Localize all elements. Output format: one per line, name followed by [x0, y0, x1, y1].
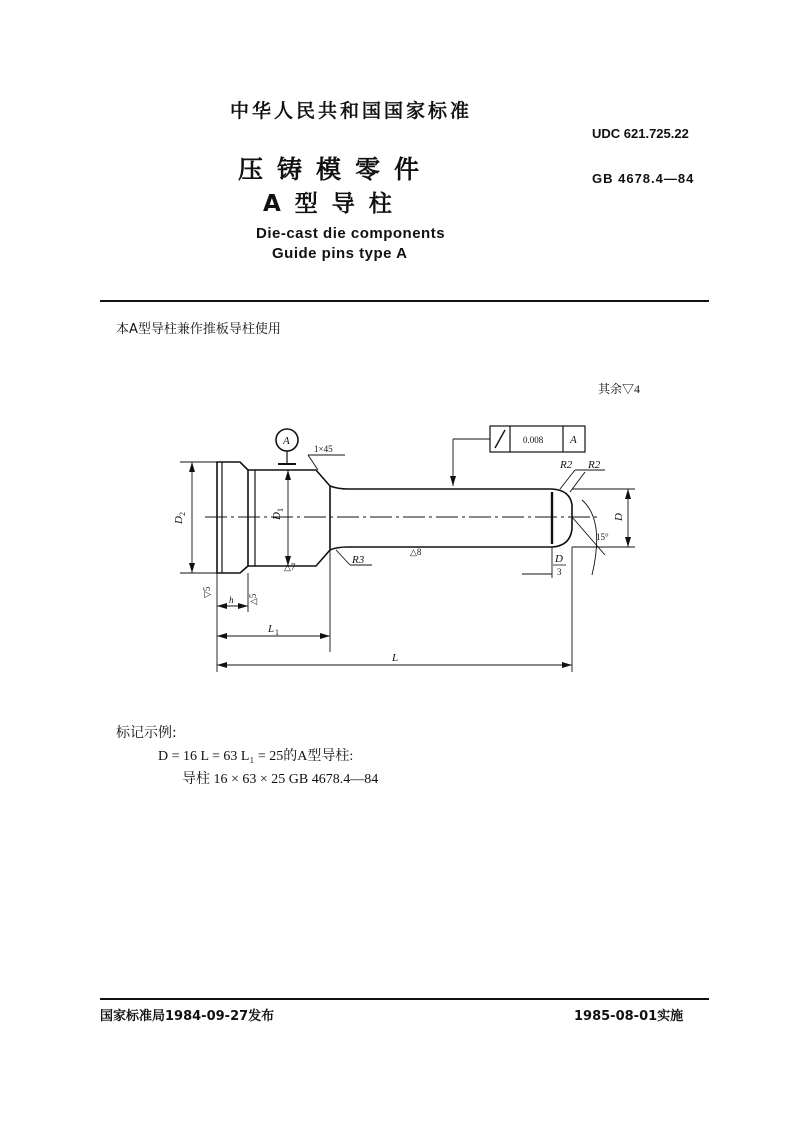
- title-cn-line2: A型导柱: [263, 191, 406, 217]
- pin-shoulder-outline: [248, 470, 330, 566]
- dim-D1-sub: 1: [276, 508, 285, 512]
- example-line1: D = 16 L = 63 L₁ = 25的A型导柱:: [158, 749, 354, 764]
- pin-shaft-outline: [330, 486, 572, 550]
- effective-date: 1985-08-01实施: [574, 1009, 684, 1024]
- dim-L-label: L: [392, 652, 399, 664]
- title-cn-line1: 压铸模零件: [238, 155, 434, 184]
- radius-bottom: R3: [352, 554, 365, 566]
- finish-5b: △5: [248, 593, 258, 605]
- udc-code: UDC 621.725.22: [592, 126, 689, 141]
- dim-L1-label: L: [268, 623, 275, 635]
- example-title: 标记示例:: [116, 725, 177, 741]
- footer-rule: [100, 998, 709, 1000]
- finish-8: △8: [410, 547, 422, 557]
- dim-D-fraction-den: 3: [557, 567, 562, 577]
- gb-code: GB 4678.4—84: [592, 171, 695, 186]
- dim-D2-sub: 2: [178, 512, 187, 516]
- title-en-line2: Guide pins type A: [272, 245, 408, 262]
- datum-label: A: [283, 435, 290, 447]
- radius-top-1: R2: [560, 459, 573, 471]
- angle-label: 15°: [596, 532, 609, 542]
- issue-date: 国家标准局1984-09-27发布: [100, 1009, 275, 1024]
- finish-7: △7: [284, 562, 296, 572]
- finish-5a: ▽5: [202, 586, 212, 598]
- dim-D2-label: D: [173, 516, 185, 524]
- tolerance-datum: A: [570, 434, 577, 446]
- example-line2: 导柱 16 × 63 × 25 GB 4678.4—84: [182, 772, 379, 787]
- dim-D1-label: D: [271, 512, 283, 520]
- dim-D-fraction-num: D: [555, 553, 563, 565]
- chamfer-label: 1×45: [314, 444, 333, 454]
- dim-h-label: h: [229, 595, 234, 605]
- dim-L1-sub: 1: [275, 628, 279, 637]
- guide-pin-drawing: [0, 370, 794, 690]
- usage-note: 本A型导柱兼作推板导柱使用: [116, 322, 281, 337]
- header-rule: [100, 300, 709, 302]
- surface-finish-other: 其余▽4: [598, 382, 641, 396]
- title-en-line1: Die-cast die components: [256, 225, 446, 242]
- tolerance-value: 0.008: [523, 435, 544, 445]
- national-standard-heading: 中华人民共和国国家标准: [230, 100, 473, 122]
- radius-top-2: R2: [588, 459, 601, 471]
- dim-D-label: D: [613, 513, 625, 521]
